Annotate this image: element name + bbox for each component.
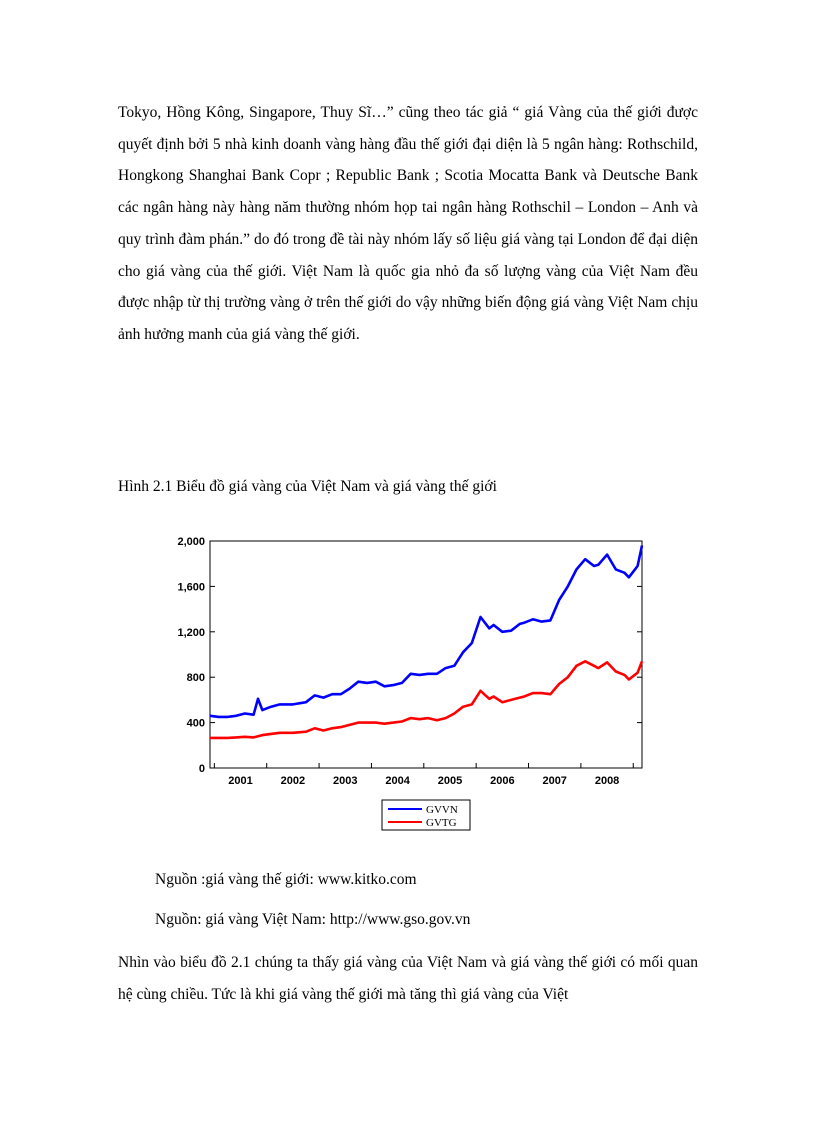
x-tick-label: 2006 <box>490 775 515 787</box>
x-tick-label: 2004 <box>385 775 410 787</box>
x-tick-label: 2001 <box>228 775 253 787</box>
x-tick-label: 2002 <box>280 775 306 787</box>
y-tick-label: 2,000 <box>177 536 205 548</box>
y-tick-label: 400 <box>186 717 205 730</box>
y-tick-label: 1,600 <box>177 581 205 594</box>
source-world-gold: Nguồn :giá vàng thế giới: www.kitko.com <box>155 871 417 888</box>
figure-caption: Hình 2.1 Biểu đồ giá vàng của Việt Nam và giá vàng thế giới <box>118 478 497 495</box>
legend-label-gvtg: GVTG <box>426 817 457 829</box>
x-tick-label: 2007 <box>542 775 567 787</box>
x-tick-label: 2005 <box>437 775 463 787</box>
legend-label-gvvn: GVVN <box>426 804 458 816</box>
chart-series <box>210 546 642 738</box>
y-tick-label: 800 <box>186 672 205 685</box>
x-tick-labels <box>228 775 619 787</box>
chart-legend <box>382 800 470 830</box>
x-tick-label: 2008 <box>594 775 620 787</box>
y-tick-label: 0 <box>198 763 205 775</box>
gold-price-chart <box>150 530 650 840</box>
y-tick-label: 1,200 <box>177 626 205 639</box>
paragraph-intro: Tokyo, Hồng Kông, Singapore, Thuy Sĩ…” cũng theo tác giả “ giá Vàng của thế giới được quyết định bởi 5 nhà kinh doanh vàng hàng đầu thế giới đại diện là 5 ngân hàng: Rothschild, Hongkong Shanghai Bank Copr ; Republic Bank ; Scotia Mocatta Bank và Deutsche Bank các ngân hàng này hàng năm thường nhóm họp tai ngân hàng Rothschil – London – Anh và quy trình đàm phán.” do đó trong đề tài này nhóm lấy số liệu giá vàng tại London để đại diện cho giá vàng của thế giới. Việt Nam là quốc gia nhỏ đa số lượng vàng của Việt Nam đều được nhập từ thị trường vàng ở trên thế giới do vậy những biến động giá vàng Việt Nam chịu ảnh hưởng manh của giá vàng thế giới. <box>118 104 698 343</box>
source-vietnam-gold: Nguồn: giá vàng Việt Nam: http://www.gso.gov.vn <box>155 911 471 928</box>
y-tick-labels <box>177 536 205 775</box>
series-line-gvvn <box>210 546 642 717</box>
paragraph-analysis: Nhìn vào biểu đồ 2.1 chúng ta thấy giá vàng của Việt Nam và giá vàng thế giới có mối quan hệ cùng chiều. Tức là khi giá vàng thế giới mà tăng thì giá vàng của Việt <box>118 954 698 1003</box>
x-tick-label: 2003 <box>333 775 358 787</box>
